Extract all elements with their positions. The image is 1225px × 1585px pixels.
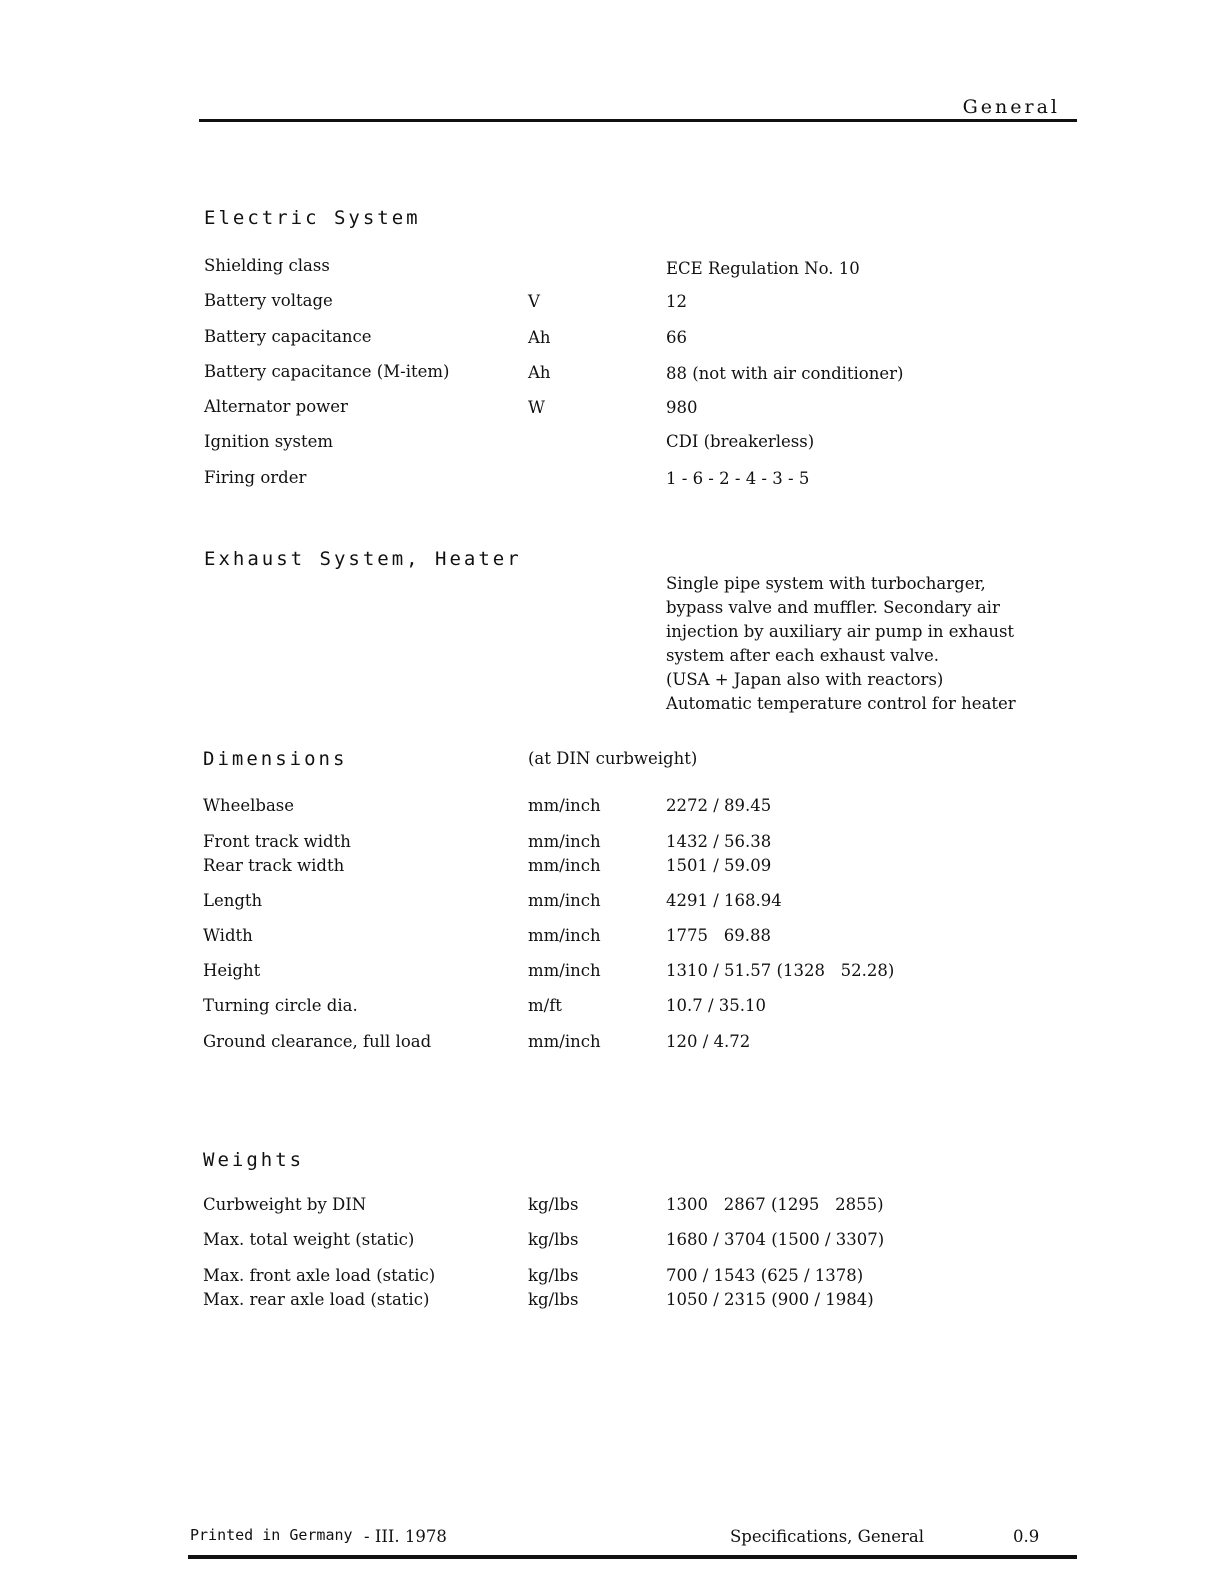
- row-unit: kg/lbs: [528, 1230, 579, 1249]
- row-label: Curbweight by DIN: [203, 1195, 367, 1214]
- row-unit: W: [528, 398, 545, 417]
- row-value: 1501 / 59.09: [666, 856, 772, 875]
- row-value: 700 / 1543 (625 / 1378): [666, 1266, 864, 1285]
- row-label: Battery capacitance: [204, 327, 372, 346]
- footer-page-number: 0.9: [1013, 1527, 1040, 1546]
- row-label: Battery capacitance (M-item): [204, 362, 450, 381]
- row-unit: Ah: [528, 363, 551, 382]
- row-value: 1 - 6 - 2 - 4 - 3 - 5: [666, 469, 810, 488]
- row-value: 66: [666, 328, 687, 347]
- exhaust-description: [666, 572, 1036, 716]
- row-unit: mm/inch: [528, 926, 601, 945]
- row-label: Max. front axle load (static): [203, 1266, 436, 1285]
- row-value: 1432 / 56.38: [666, 832, 772, 851]
- row-label: Turning circle dia.: [203, 996, 358, 1015]
- row-label: Battery voltage: [204, 291, 333, 310]
- row-unit: kg/lbs: [528, 1290, 579, 1309]
- row-value: 1680 / 3704 (1500 / 3307): [666, 1230, 885, 1249]
- row-value: 980: [666, 398, 698, 417]
- footer-section: Specifications, General: [730, 1527, 924, 1546]
- row-unit: mm/inch: [528, 856, 601, 875]
- row-unit: m/ft: [528, 996, 562, 1015]
- row-value: 4291 / 168.94: [666, 891, 782, 910]
- row-value: 12: [666, 292, 687, 311]
- exhaust-line: system after each exhaust valve.: [666, 646, 939, 665]
- row-unit: mm/inch: [528, 796, 601, 815]
- row-value: 120 / 4.72: [666, 1032, 751, 1051]
- exhaust-line: Single pipe system with turbocharger,: [666, 574, 986, 593]
- row-unit: mm/inch: [528, 961, 601, 980]
- row-unit: mm/inch: [528, 1032, 601, 1051]
- row-label: Width: [203, 926, 253, 945]
- row-unit: mm/inch: [528, 891, 601, 910]
- row-label: Wheelbase: [203, 796, 295, 815]
- row-unit: kg/lbs: [528, 1195, 579, 1214]
- page-header-title: General: [962, 96, 1060, 118]
- exhaust-line: bypass valve and muffler. Secondary air: [666, 598, 1000, 617]
- row-value: 1310 / 51.57 (1328 52.28): [666, 961, 895, 980]
- exhaust-line: (USA + Japan also with reactors): [666, 670, 944, 689]
- footer-rule: [188, 1555, 1077, 1559]
- row-value: 1300 2867 (1295 2855): [666, 1195, 884, 1214]
- row-value: CDI (breakerless): [666, 432, 815, 451]
- section-title-weights: Weights: [203, 1149, 305, 1171]
- row-value: 88 (not with air conditioner): [666, 364, 904, 383]
- row-unit: kg/lbs: [528, 1266, 579, 1285]
- exhaust-line: Automatic temperature control for heater: [666, 694, 1016, 713]
- row-value: ECE Regulation No. 10: [666, 259, 860, 278]
- exhaust-line: injection by auxiliary air pump in exhaust: [666, 622, 1015, 641]
- row-label: Height: [203, 961, 261, 980]
- section-title-exhaust: Exhaust System, Heater: [204, 548, 522, 570]
- row-unit: mm/inch: [528, 832, 601, 851]
- row-value: 1775 69.88: [666, 926, 771, 945]
- section-title-dimensions: Dimensions: [203, 748, 348, 770]
- section-title-electric: Electric System: [204, 207, 421, 229]
- row-value: 2272 / 89.45: [666, 796, 772, 815]
- row-unit: Ah: [528, 328, 551, 347]
- row-label: Firing order: [204, 468, 307, 487]
- footer-printed: Printed in Germany: [190, 1526, 353, 1544]
- row-label: Ignition system: [204, 432, 333, 451]
- row-value: 10.7 / 35.10: [666, 996, 767, 1015]
- row-label: Ground clearance, full load: [203, 1032, 432, 1051]
- row-label: Max. rear axle load (static): [203, 1290, 430, 1309]
- row-label: Length: [203, 891, 263, 910]
- row-label: Front track width: [203, 832, 351, 851]
- row-label: Shielding class: [204, 256, 330, 275]
- row-unit: V: [528, 292, 540, 311]
- footer-date: - III. 1978: [364, 1527, 447, 1546]
- row-label: Rear track width: [203, 856, 345, 875]
- row-label: Alternator power: [204, 397, 348, 416]
- dimensions-note: (at DIN curbweight): [528, 749, 698, 768]
- row-value: 1050 / 2315 (900 / 1984): [666, 1290, 874, 1309]
- header-rule: [199, 119, 1077, 122]
- row-label: Max. total weight (static): [203, 1230, 415, 1249]
